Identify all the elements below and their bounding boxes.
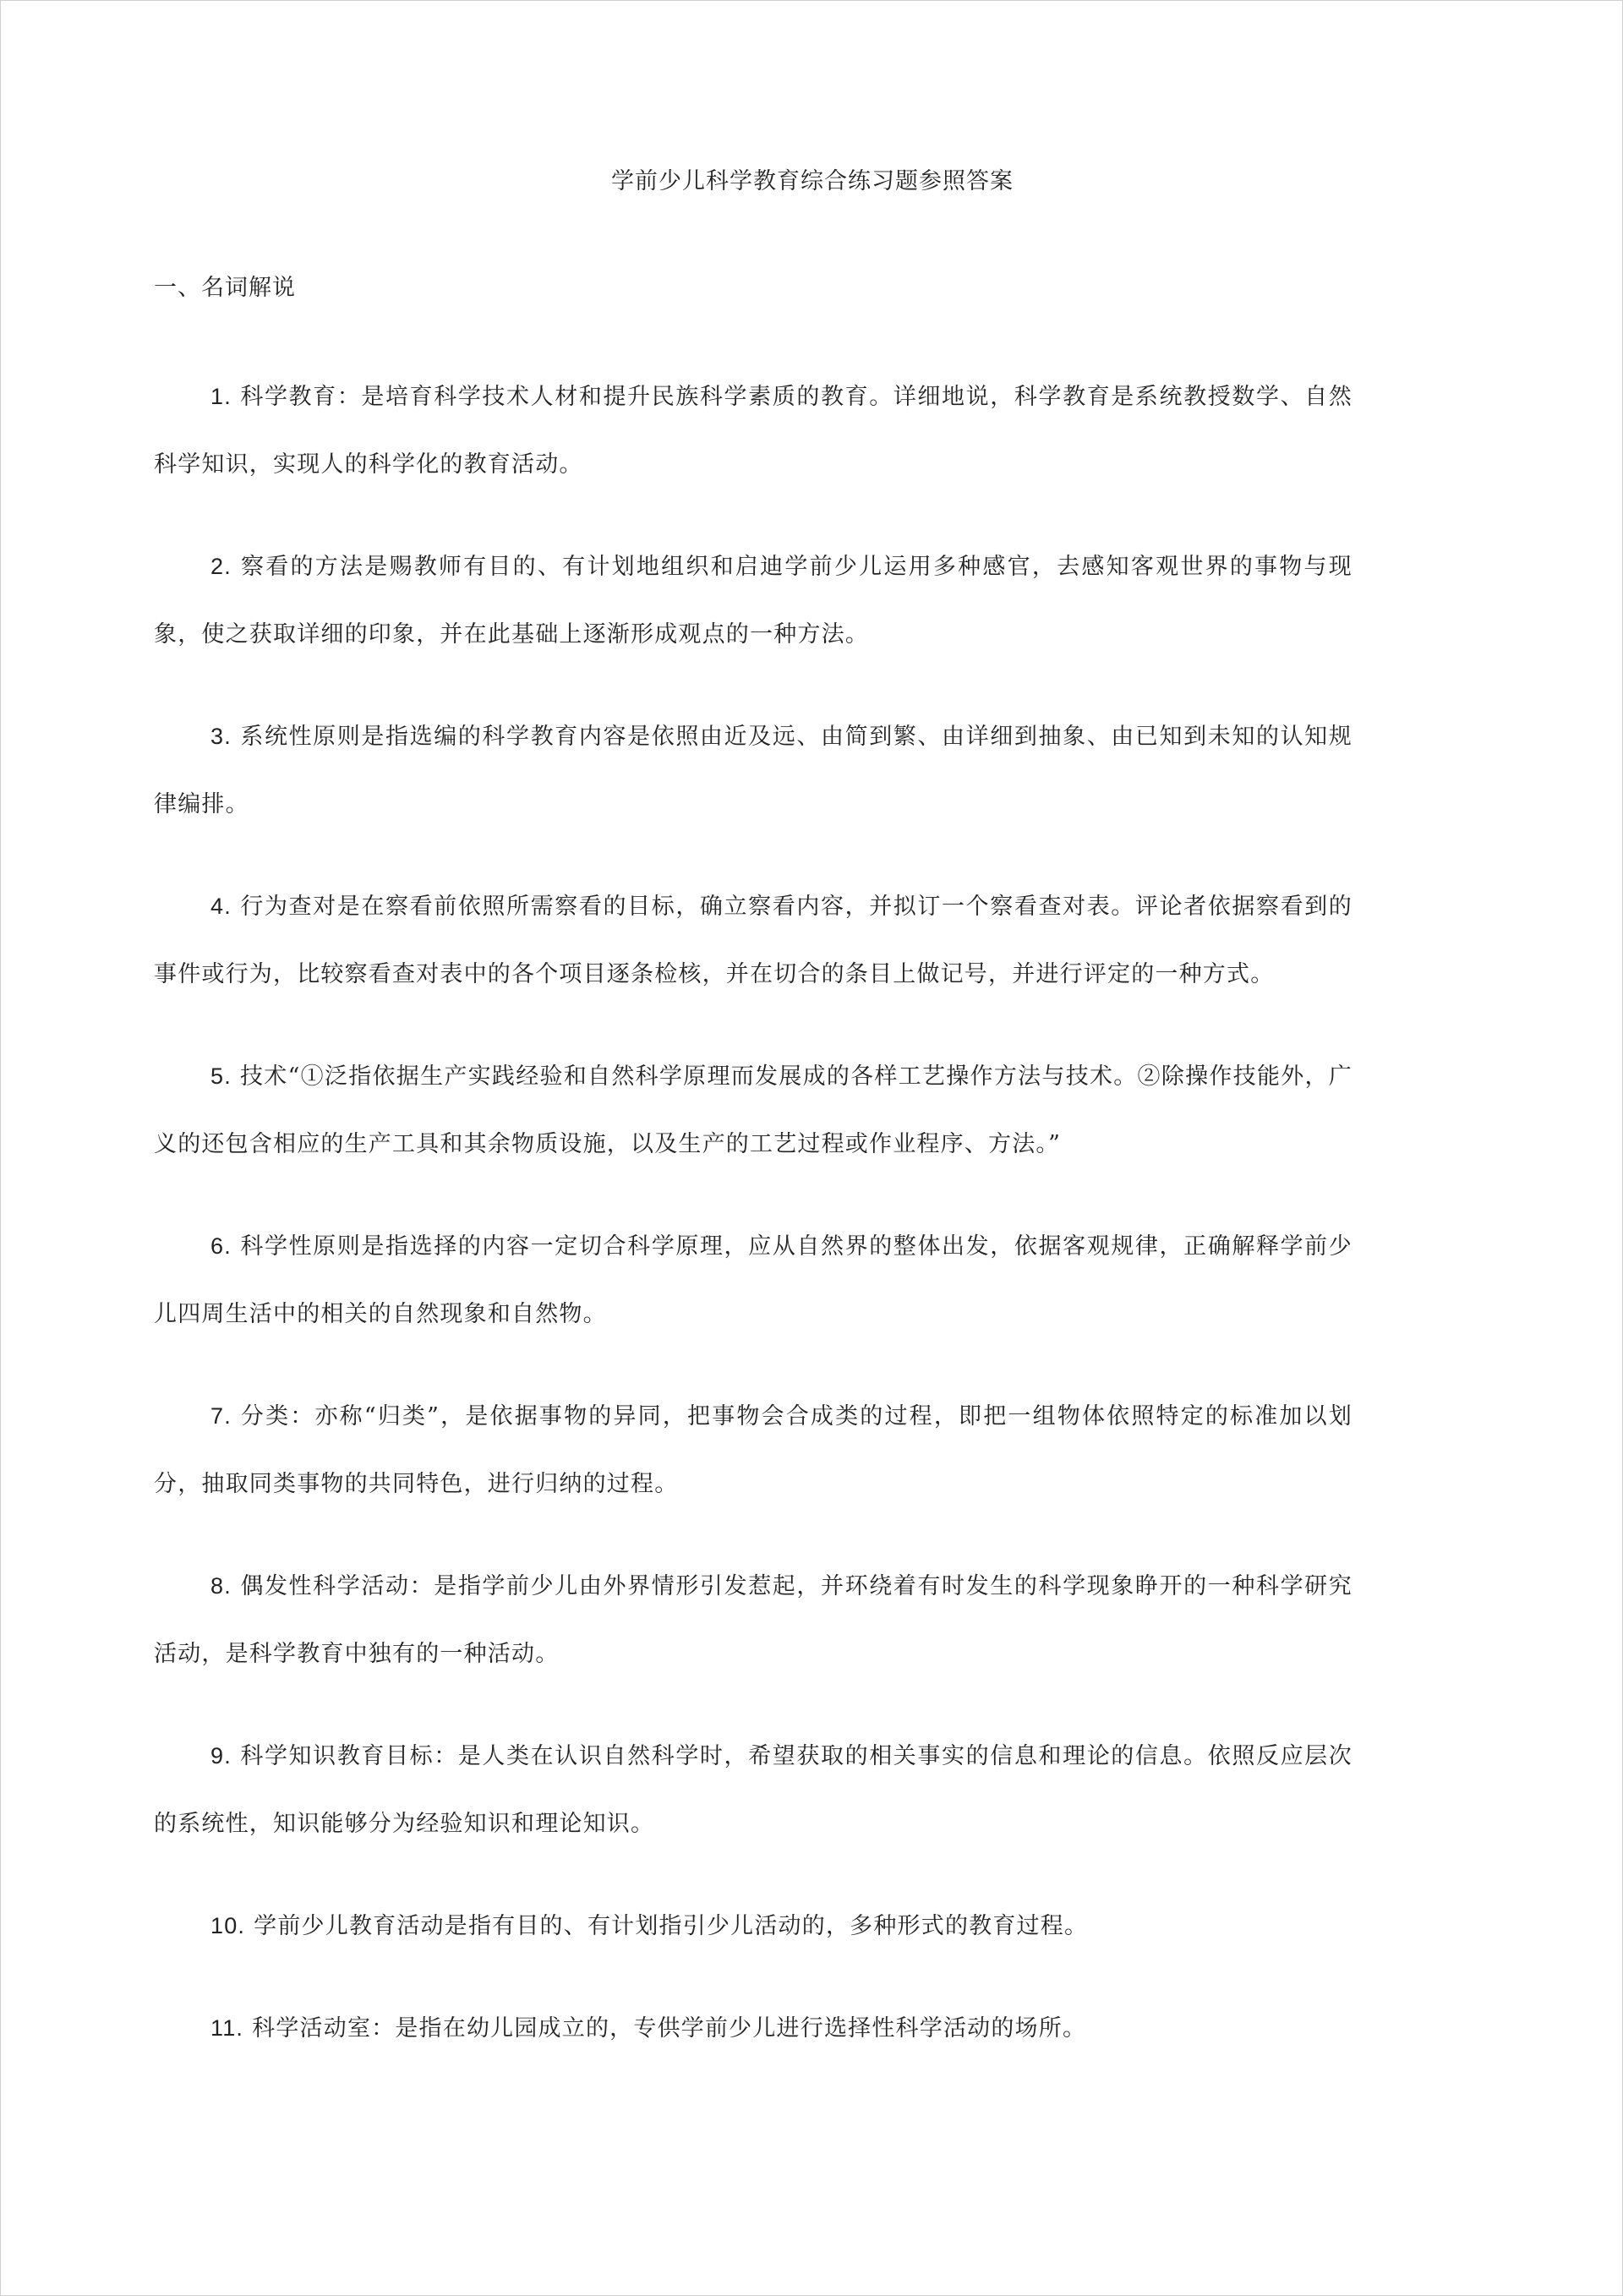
item-text: 偶发性科学活动：是指学前少儿由外界情形引发惹起，并环绕着有时发生的科学现象睁开的一种科学研究活动，是科学教育中独有的一种活动。 (154, 1573, 1352, 1667)
item-number: 7. (210, 1403, 232, 1429)
item-number: 9. (210, 1743, 232, 1768)
document-title: 学前少儿科学教育综合练习题参照答案 (611, 168, 1014, 194)
list-item (154, 1994, 1352, 2063)
item-text: 分类：亦称“归类”，是依据事物的异同，把事物会合成类的过程，即把一组物体依照特定的标准加以划分，抽取同类事物的共同特色，进行归纳的过程。 (154, 1403, 1352, 1497)
list-item (154, 1212, 1352, 1348)
item-number: 4. (210, 894, 232, 919)
list-item (154, 1042, 1352, 1178)
item-text: 系统性原则是指选编的科学教育内容是依照由近及远、由简到繁、由详细到抽象、由已知到未知的认知规律编排。 (154, 724, 1352, 817)
list-item (154, 1552, 1352, 1688)
item-number: 10. (210, 1913, 246, 1938)
item-text: 行为查对是在察看前依照所需察看的目标，确立察看内容，并拟订一个察看查对表。评论者依据察看到的事件或行为，比较察看查对表中的各个项目逐条检核，并在切合的条目上做记号，并进行评定的一种方式。 (154, 894, 1352, 987)
item-text: 技术“①泛指依据生产实践经验和自然科学原理而发展成的各样工艺操作方法与技术。②除操作技能外，广义的还包含相应的生产工具和其余物质设施，以及生产的工艺过程或作业程序、方法。” (154, 1063, 1352, 1157)
item-number: 5. (210, 1063, 232, 1089)
list-item (154, 1722, 1352, 1858)
item-number: 2. (210, 554, 232, 579)
item-text: 察看的方法是赐教师有目的、有计划地组织和启迪学前少儿运用多种感官，去感知客观世界的事物与现象，使之获取详细的印象，并在此基础上逐渐形成观点的一种方法。 (154, 554, 1352, 648)
item-text: 科学活动室：是指在幼儿园成立的，专供学前少儿进行选择性科学活动的场所。 (252, 2015, 1087, 2042)
list-item (154, 1382, 1352, 1518)
item-number: 6. (210, 1233, 232, 1259)
list-item (154, 363, 1352, 499)
list-item (154, 1892, 1352, 1960)
list-item (154, 702, 1352, 839)
term-definition-list (154, 363, 1352, 2096)
item-text: 科学教育：是培育科学技术人材和提升民族科学素质的教育。详细地说，科学教育是系统教授数学、自然科学知识，实现人的科学化的教育活动。 (154, 384, 1352, 478)
item-text: 科学性原则是指选择的内容一定切合科学原理，应从自然界的整体出发，依据客观规律，正确解释学前少儿四周生活中的相关的自然现象和自然物。 (154, 1233, 1352, 1327)
item-number: 8. (210, 1573, 232, 1599)
item-number: 1. (210, 384, 232, 409)
item-number: 11. (210, 2015, 244, 2041)
item-text: 科学知识教育目标：是人类在认识自然科学时，希望获取的相关事实的信息和理论的信息。依照反应层次的系统性，知识能够分为经验知识和理论知识。 (154, 1743, 1352, 1837)
list-item (154, 872, 1352, 1009)
item-number: 3. (210, 724, 232, 749)
list-item (154, 533, 1352, 669)
section-heading: 一、名词解说 (154, 275, 296, 301)
item-text: 学前少儿教育活动是指有目的、有计划指引少儿活动的，多种形式的教育过程。 (254, 1913, 1089, 1939)
